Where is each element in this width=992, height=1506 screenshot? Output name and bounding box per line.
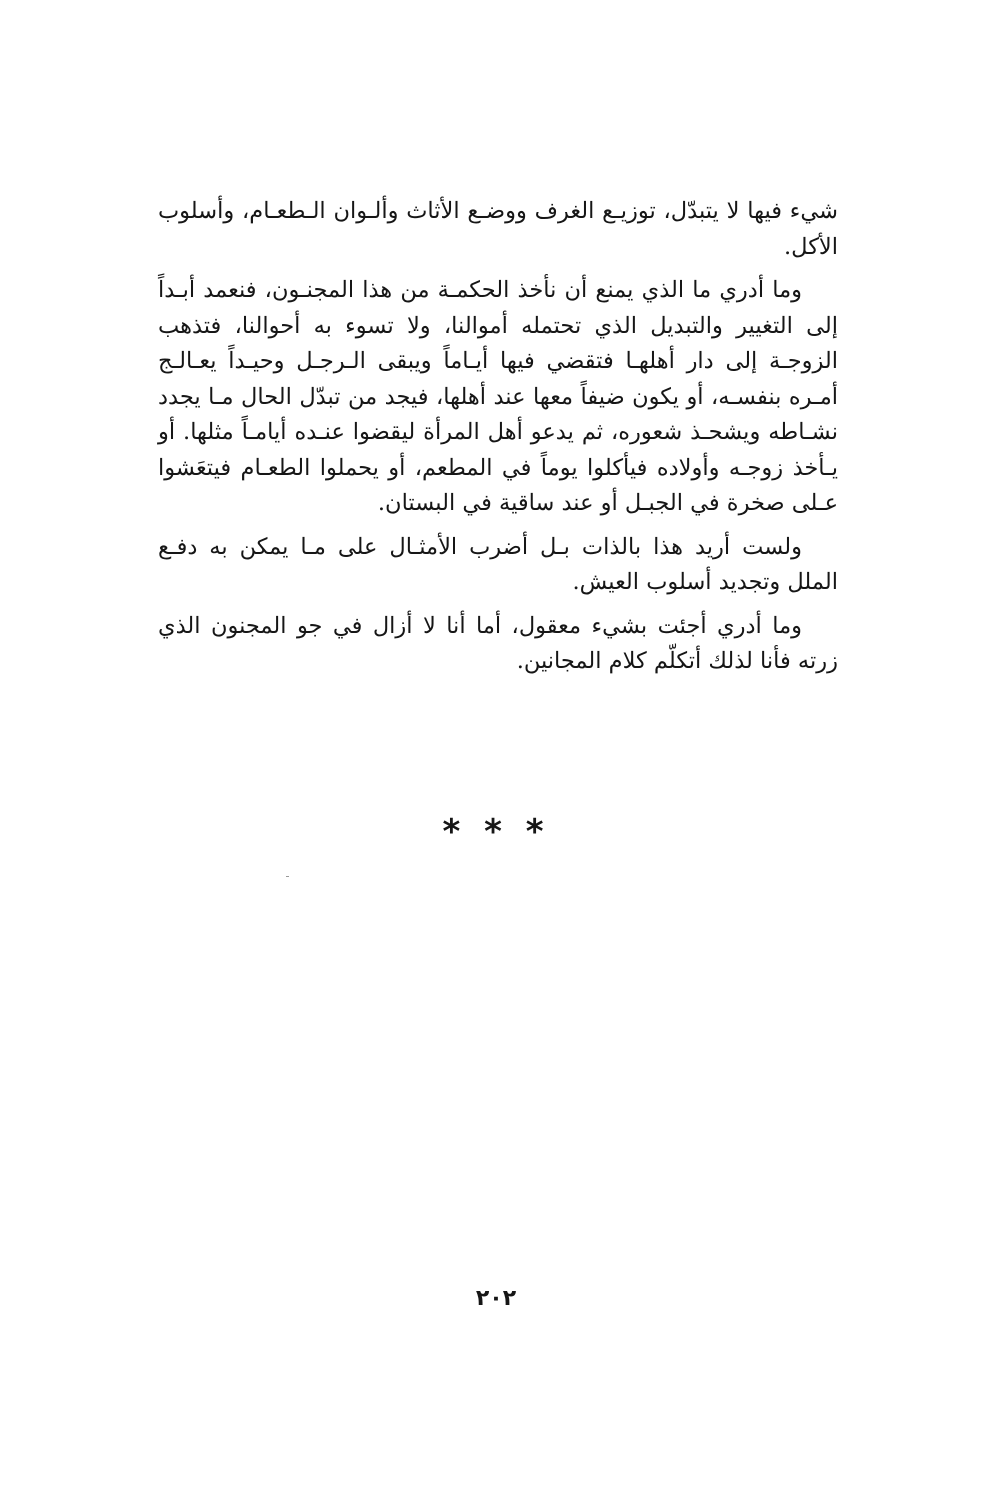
- scan-speck: [286, 876, 289, 877]
- paragraph-continuation: شيء فيها لا يتبدّل، توزيـع الغرف ووضـع الأثاث وألـوان الـطعـام، وأسلوب الأكل.: [158, 198, 838, 260]
- body-text: [158, 194, 838, 680]
- page-number: ٢٠٢: [475, 1286, 517, 1311]
- paragraph-closing: وما أدري أجئت بشيء معقول، أما أنا لا أزال في جو المجنون الذي زرته فأنا لذلك أتكلّم كلام المجانين.: [158, 612, 838, 674]
- paragraph-madman-wisdom: وما أدري ما الذي يمنع أن نأخذ الحكمـة من هذا المجنـون، فنعمد أبـداً إلى التغيير والتبديل الذي تحتمله أموالنا، ولا تسوء به أحوالنا، فتذهب الزوجـة إلى دار أهلهـا فتقضي فيها أيـاماً ويبقى الـرجـل وحيـداً يعـالـج أمـره بنفسـه، أو يكون ضيفاً معها عند أهلها، فيجد من تبدّل الحال مـا يجدد نشـاطه ويشحـذ شعوره، ثم يدعو أهل المرأة ليقضوا عنـده أيامـاً مثلها. أو يـأخذ زوجـه وأولاده فيأكلوا يوماً في المطعم، أو يحملوا الطعـام فيتعَشوا عـلى صخرة في الجبـل أو عند ساقية في البستان.: [158, 277, 838, 516]
- paragraph-examples: ولست أريد هذا بالذات بـل أضرب الأمثـال على مـا يمكن به دفـع الملل وتجديد أسلوب العيش.: [158, 533, 838, 595]
- section-separator: * * *: [442, 812, 550, 852]
